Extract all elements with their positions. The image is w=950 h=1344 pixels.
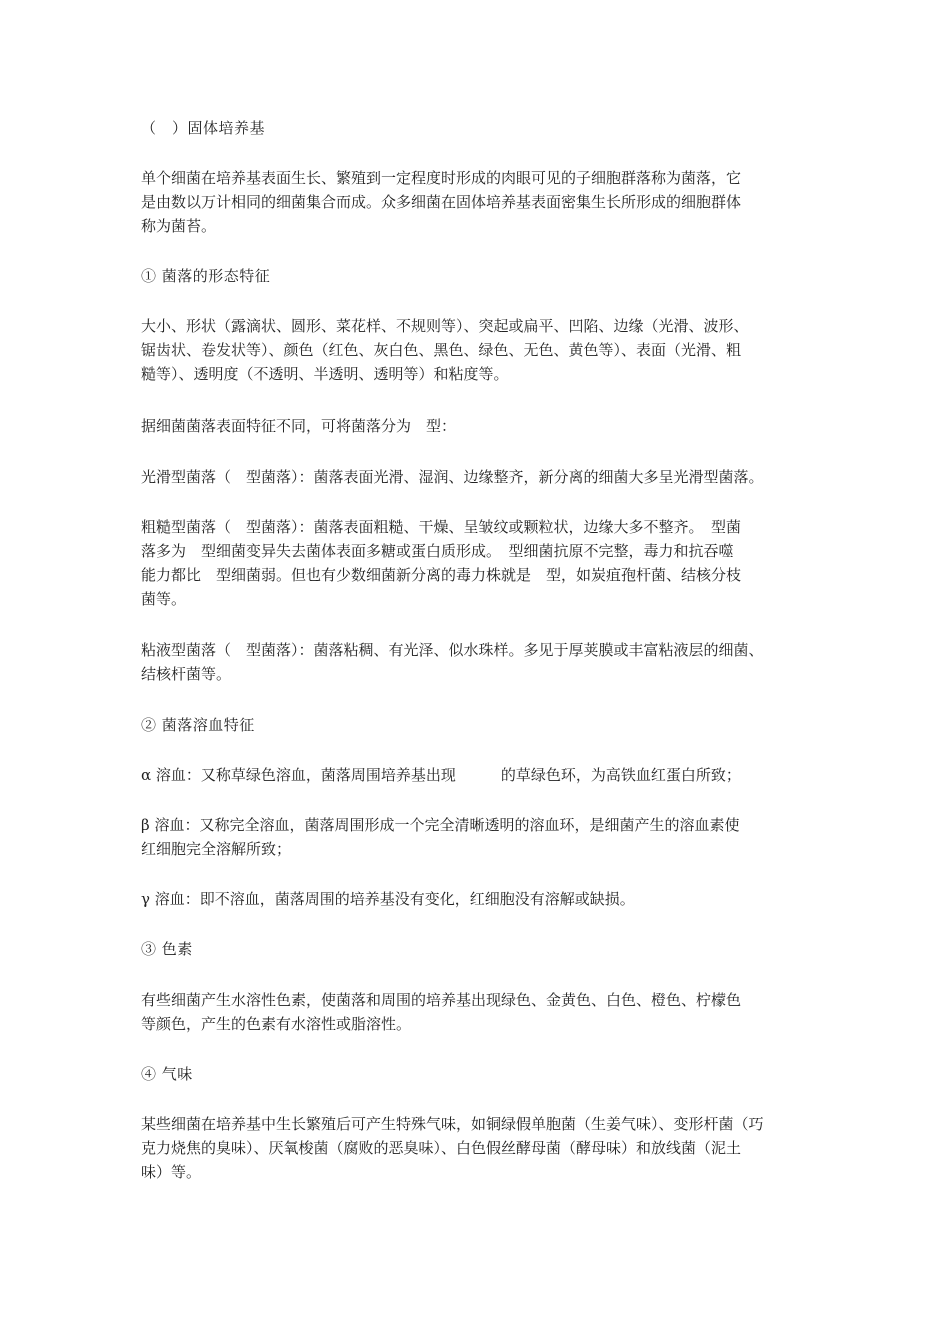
- paragraph-smooth-colony: 光滑型菌落（ 型菌落）：菌落表面光滑、湿润、边缘整齐，新分离的细菌大多呈光滑型菌落。: [141, 468, 764, 486]
- paragraph-morphology-line-2: 锯齿状、卷发状等）、颜色（红色、灰白色、黑色、绿色、无色、黄色等）、表面（光滑、粗: [141, 341, 742, 359]
- paragraph-alpha-hemolysis: α 溶血：又称草绿色溶血，菌落周围培养基出现 的草绿色环，为高铁血红蛋白所致；: [141, 766, 741, 784]
- paragraph-morphology-line-1: 大小、形状（露滴状、圆形、菜花样、不规则等）、突起或扁平、凹陷、边缘（光滑、波形、: [141, 317, 749, 335]
- section-title: （ ）固体培养基: [141, 119, 266, 137]
- heading-morphology: ① 菌落的形态特征: [141, 267, 271, 285]
- paragraph-mucoid-line-2: 结核杆菌等。: [141, 665, 232, 683]
- paragraph-beta-line-2: 红细胞完全溶解所致；: [141, 840, 292, 858]
- paragraph-colony-line-2: 是由数以万计相同的细菌集合而成。众多细菌在固体培养基表面密集生长所形成的细胞群体: [141, 193, 742, 211]
- paragraph-rough-line-2: 落多为 型细菌变异失去菌体表面多糖或蛋白质形成。 型细菌抗原不完整，毒力和抗吞噬: [141, 542, 734, 560]
- heading-pigment: ③ 色素: [141, 940, 193, 958]
- paragraph-rough-line-1: 粗糙型菌落（ 型菌落）：菌落表面粗糙、干燥、呈皱纹或颗粒状，边缘大多不整齐。 型菌: [141, 518, 742, 536]
- paragraph-colony-line-3: 称为菌苔。: [141, 217, 217, 235]
- paragraph-odor-line-1: 某些细菌在培养基中生长繁殖后可产生特殊气味，如铜绿假单胞菌（生姜气味）、变形杆菌（巧: [141, 1115, 764, 1133]
- paragraph-mucoid-line-1: 粘液型菌落（ 型菌落）：菌落粘稠、有光泽、似水珠样。多见于厚荚膜或丰富粘液层的细菌、: [141, 641, 764, 659]
- paragraph-morphology-line-3: 糙等）、透明度（不透明、半透明、透明等）和粘度等。: [141, 365, 509, 383]
- paragraph-colony-line-1: 单个细菌在培养基表面生长、繁殖到一定程度时形成的肉眼可见的子细胞群落称为菌落，它: [141, 169, 742, 187]
- paragraph-gamma-hemolysis: γ 溶血：即不溶血，菌落周围的培养基没有变化，红细胞没有溶解或缺损。: [141, 890, 635, 908]
- paragraph-beta-line-1: β 溶血：又称完全溶血，菌落周围形成一个完全清晰透明的溶血环，是细菌产生的溶血素使: [141, 816, 740, 834]
- paragraph-pigment-line-1: 有些细菌产生水溶性色素，使菌落和周围的培养基出现绿色、金黄色、白色、橙色、柠檬色: [141, 991, 742, 1009]
- paragraph-rough-line-4: 菌等。: [141, 590, 187, 608]
- paragraph-odor-line-3: 味）等。: [141, 1163, 202, 1181]
- paragraph-rough-line-3: 能力都比 型细菌弱。但也有少数细菌新分离的毒力株就是 型，如炭疽孢杆菌、结核分枝: [141, 566, 742, 584]
- paragraph-odor-line-2: 克力烧焦的臭味）、厌氧梭菌（腐败的恶臭味）、白色假丝酵母菌（酵母味）和放线菌（泥土: [141, 1139, 742, 1157]
- heading-odor: ④ 气味: [141, 1065, 193, 1083]
- paragraph-types-intro: 据细菌菌落表面特征不同，可将菌落分为 型：: [141, 417, 457, 435]
- heading-hemolysis: ② 菌落溶血特征: [141, 716, 255, 734]
- paragraph-pigment-line-2: 等颜色，产生的色素有水溶性或脂溶性。: [141, 1015, 412, 1033]
